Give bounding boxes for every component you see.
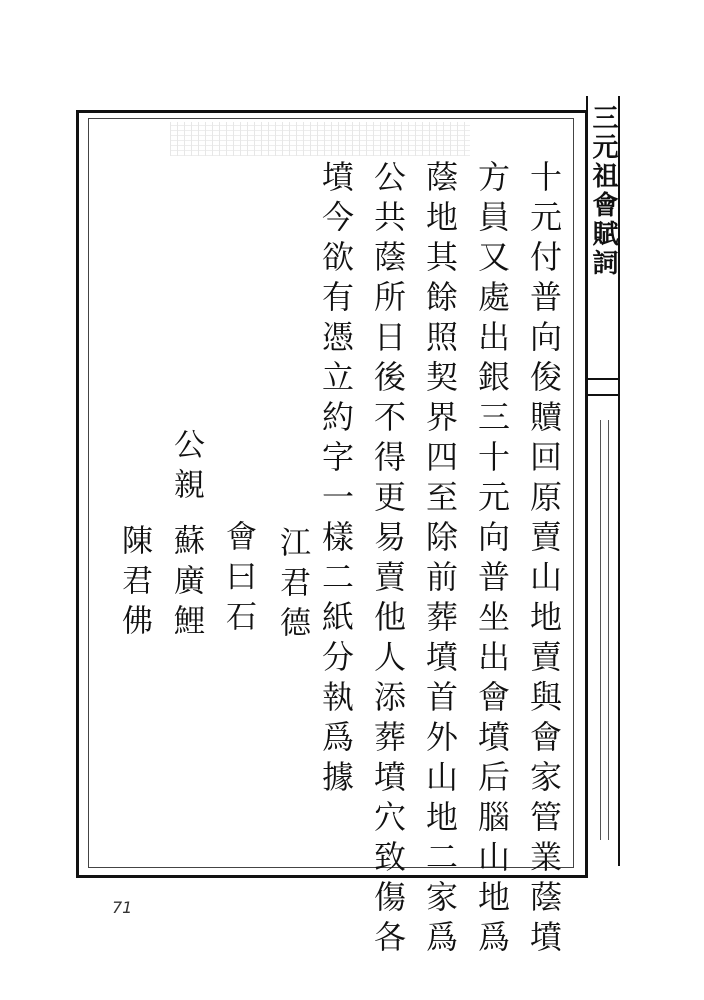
body-column-2: 方員又處出銀三十元向普坐出會墳后腦山地爲 bbox=[473, 160, 511, 960]
body-column-1: 十元付普向俊贖回原賣山地賣與會家管業蔭墳 bbox=[525, 160, 563, 960]
spine-mark bbox=[588, 378, 618, 396]
page-number: 71 bbox=[112, 898, 133, 917]
book-spine bbox=[586, 96, 620, 866]
page-edge-line bbox=[608, 420, 609, 840]
label-gongqin: 公親 bbox=[168, 428, 204, 508]
signature-chen: 陳君佛 bbox=[116, 524, 152, 644]
body-column-4: 公共蔭所日後不得更易賣他人添葬墳穴致傷各 bbox=[369, 160, 407, 960]
page-edge-line bbox=[600, 420, 601, 840]
print-noise bbox=[170, 122, 470, 156]
body-column-5: 墳今欲有憑立約字一樣二紙分執爲據 bbox=[317, 160, 355, 800]
signature-hui: 會曰石 bbox=[220, 520, 256, 640]
signature-jiang: 江君德 bbox=[274, 526, 310, 646]
spine-title: 三元祖會賦詞 bbox=[588, 104, 618, 278]
body-column-3: 蔭地其餘照契界四至除前葬墳首外山地二家爲 bbox=[421, 160, 459, 960]
signature-su: 蘇廣鯉 bbox=[168, 524, 204, 644]
